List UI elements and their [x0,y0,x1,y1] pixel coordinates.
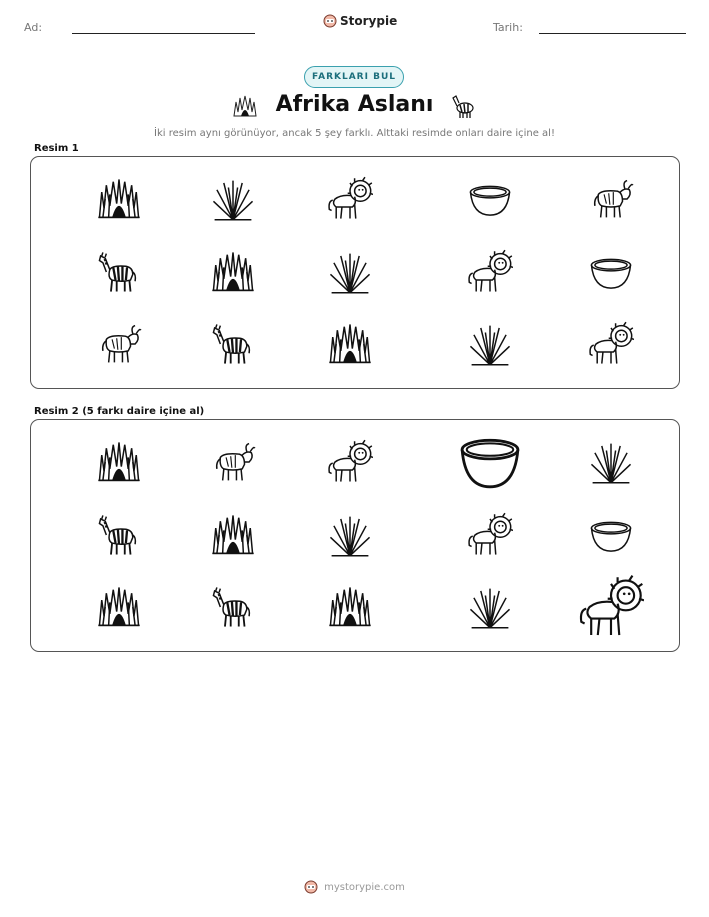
picture1-panel [30,156,680,389]
brand-logo [323,14,397,28]
picture1-label: Resim 1 [34,143,79,154]
picture1-grass-tuft-icon[interactable] [210,176,256,226]
picture2-grass-tuft-icon[interactable] [588,439,634,489]
picture2-large-bowl-icon[interactable] [459,431,521,497]
picture2-panel [30,419,680,652]
picture1-bowl-icon[interactable] [588,249,634,299]
find-differences-badge: FARKLARI BUL [304,66,404,88]
picture1-grass-hut-icon[interactable] [210,249,256,299]
picture2-grass-hut-icon[interactable] [96,439,142,489]
picture2-lion-icon[interactable] [327,439,373,489]
picture2-zebra-icon[interactable] [96,512,142,562]
picture2-grass-hut-icon[interactable] [327,584,373,634]
picture1-wildebeest-icon[interactable] [588,176,634,226]
picture1-grass-hut-icon[interactable] [96,176,142,226]
picture2-lion-icon[interactable] [467,512,513,562]
brand-name: Storypie [340,14,398,28]
picture1-wildebeest-icon[interactable] [96,321,142,371]
date-line[interactable] [539,33,686,34]
picture1-grass-hut-icon[interactable] [327,321,373,371]
footer-url: mystorypie.com [324,881,405,893]
picture2-grass-hut-icon[interactable] [96,584,142,634]
picture1-lion-icon[interactable] [588,321,634,371]
instructions: İki resim aynı görünüyor, ancak 5 şey farklı. Alttaki resimde onları daire içine al! [154,128,555,139]
picture2-grass-hut-icon[interactable] [210,512,256,562]
name-line[interactable] [72,33,255,34]
zebra-icon [450,92,478,124]
picture2-zebra-icon[interactable] [210,584,256,634]
name-label: Ad: [24,21,43,34]
storypie-mascot-icon [323,14,337,28]
picture2-wildebeest-icon[interactable] [210,439,256,489]
date-label: Tarih: [493,21,523,34]
picture1-lion-icon[interactable] [327,176,373,226]
picture1-bowl-icon[interactable] [467,176,513,226]
footer [0,880,709,894]
picture2-bowl-icon[interactable] [588,512,634,562]
picture2-label: Resim 2 (5 farkı daire içine al) [34,406,205,417]
picture1-grass-tuft-icon[interactable] [467,321,513,371]
picture1-zebra-icon[interactable] [96,249,142,299]
picture1-lion-icon[interactable] [467,249,513,299]
picture1-zebra-icon[interactable] [210,321,256,371]
page-title: Afrika Aslanı [275,92,434,117]
picture1-grass-tuft-icon[interactable] [327,249,373,299]
picture2-grass-tuft-icon[interactable] [467,584,513,634]
picture2-grass-tuft-icon[interactable] [327,512,373,562]
storypie-mascot-icon [304,880,318,894]
picture2-large-lion-icon[interactable] [578,574,644,644]
